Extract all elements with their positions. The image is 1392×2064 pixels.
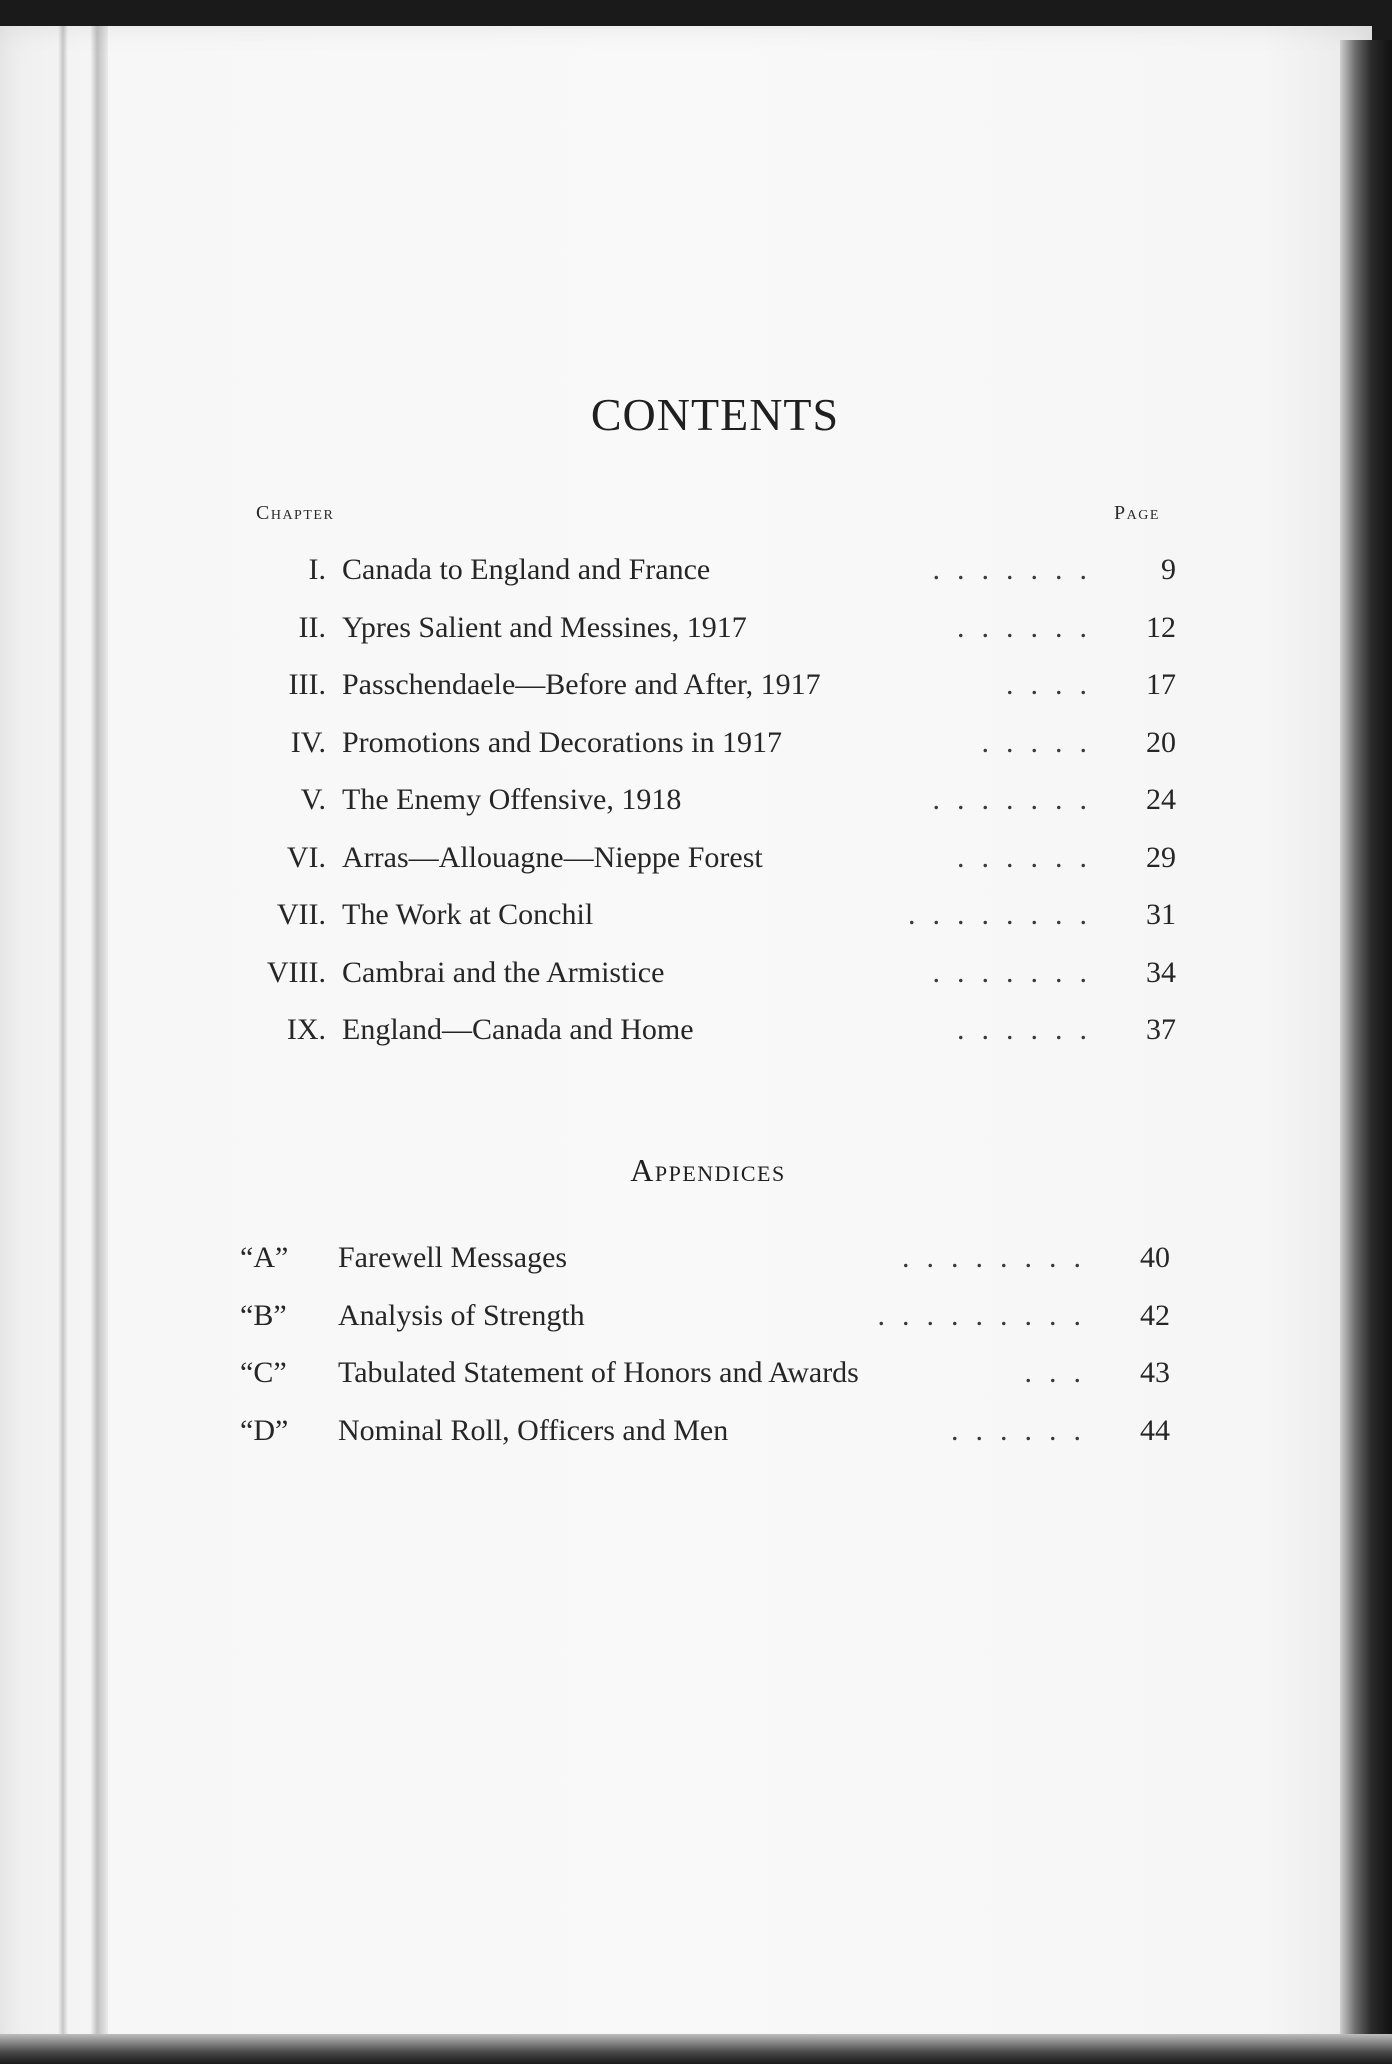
chapter-row-title: The Enemy Offensive, 1918 bbox=[342, 783, 682, 816]
chapter-row-number: III. bbox=[288, 668, 326, 701]
chapter-row-dot-leader: ...... bbox=[957, 1013, 1104, 1046]
chapter-row-page-number: 20 bbox=[1146, 725, 1176, 759]
appendix-row-dot-leader: ... bbox=[1024, 1356, 1098, 1389]
appendix-row-title: Nominal Roll, Officers and Men bbox=[338, 1413, 729, 1447]
chapter-row-number: VI. bbox=[286, 840, 326, 874]
chapter-row-dot-leader: ..... bbox=[981, 725, 1104, 759]
appendix-row-title: Tabulated Statement of Honors and Awards bbox=[338, 1356, 859, 1389]
chapter-row-number: IV. bbox=[290, 725, 326, 759]
appendix-row bbox=[0, 1353, 1392, 1393]
page-title: CONTENTS bbox=[590, 389, 840, 440]
chapter-row bbox=[0, 723, 1392, 763]
appendix-row-number: “D” bbox=[240, 1413, 289, 1447]
chapter-row-dot-leader: ....... bbox=[932, 783, 1104, 816]
appendix-row-title: Analysis of Strength bbox=[338, 1298, 585, 1332]
chapter-row-page-number: 29 bbox=[1146, 840, 1176, 874]
chapter-row bbox=[0, 780, 1392, 820]
chapter-row-title: Arras—Allouagne—Nieppe Forest bbox=[342, 840, 763, 874]
chapter-column-header: Chapter bbox=[256, 502, 335, 524]
chapter-row bbox=[0, 1010, 1392, 1050]
chapter-row-dot-leader: ....... bbox=[932, 553, 1104, 586]
appendix-row bbox=[0, 1411, 1392, 1451]
chapter-row-number: IX. bbox=[286, 1013, 326, 1046]
chapter-row-page-number: 24 bbox=[1146, 783, 1176, 816]
chapter-row-title: England—Canada and Home bbox=[342, 1013, 694, 1046]
appendix-row-dot-leader: ...... bbox=[951, 1413, 1098, 1447]
appendix-row-page-number: 40 bbox=[1140, 1241, 1170, 1274]
chapter-row bbox=[0, 953, 1392, 993]
appendix-row-number: “A” bbox=[240, 1241, 289, 1274]
appendix-row-page-number: 44 bbox=[1140, 1413, 1170, 1447]
chapter-row-number: II. bbox=[298, 610, 326, 644]
appendix-row bbox=[0, 1238, 1392, 1278]
chapter-row-number: VII. bbox=[276, 898, 326, 931]
chapter-row-number: V. bbox=[300, 783, 326, 816]
chapter-row-dot-leader: ....... bbox=[932, 955, 1104, 989]
chapter-row-page-number: 12 bbox=[1146, 610, 1176, 644]
appendix-row-page-number: 42 bbox=[1140, 1298, 1170, 1332]
chapter-row-dot-leader: ...... bbox=[957, 840, 1104, 874]
appendix-row-dot-leader: ........ bbox=[902, 1241, 1098, 1274]
chapter-row bbox=[0, 550, 1392, 590]
appendix-row-dot-leader: ......... bbox=[877, 1298, 1098, 1332]
appendices-title: Appendices bbox=[630, 1152, 786, 1188]
appendix-row-page-number: 43 bbox=[1140, 1356, 1170, 1389]
appendix-row-number: “C” bbox=[240, 1356, 287, 1389]
chapter-row-title: The Work at Conchil bbox=[342, 898, 594, 931]
chapter-row bbox=[0, 608, 1392, 648]
chapter-row-dot-leader: .... bbox=[1006, 668, 1104, 701]
chapter-row-page-number: 34 bbox=[1146, 955, 1176, 989]
chapter-row-title: Ypres Salient and Messines, 1917 bbox=[342, 610, 747, 644]
chapter-row-page-number: 37 bbox=[1146, 1013, 1176, 1046]
chapter-row-number: I. bbox=[308, 553, 326, 586]
chapter-row-page-number: 31 bbox=[1146, 898, 1176, 931]
page-column-header: Page bbox=[1114, 502, 1160, 524]
chapter-row-number: VIII. bbox=[266, 955, 326, 989]
chapter-row-page-number: 9 bbox=[1161, 553, 1176, 586]
chapter-row-dot-leader: ........ bbox=[908, 898, 1104, 931]
chapter-row-dot-leader: ...... bbox=[957, 610, 1104, 644]
appendix-row-number: “B” bbox=[240, 1298, 287, 1332]
chapter-row bbox=[0, 665, 1392, 705]
chapter-row-title: Promotions and Decorations in 1917 bbox=[342, 725, 782, 759]
chapter-row-title: Canada to England and France bbox=[342, 553, 711, 586]
chapter-row-title: Cambrai and the Armistice bbox=[342, 955, 665, 989]
appendix-row-title: Farewell Messages bbox=[338, 1241, 568, 1274]
appendix-row bbox=[0, 1296, 1392, 1336]
chapter-row-title: Passchendaele—Before and After, 1917 bbox=[342, 668, 821, 701]
chapter-row bbox=[0, 838, 1392, 878]
chapter-row bbox=[0, 895, 1392, 935]
chapter-row-page-number: 17 bbox=[1146, 668, 1176, 701]
